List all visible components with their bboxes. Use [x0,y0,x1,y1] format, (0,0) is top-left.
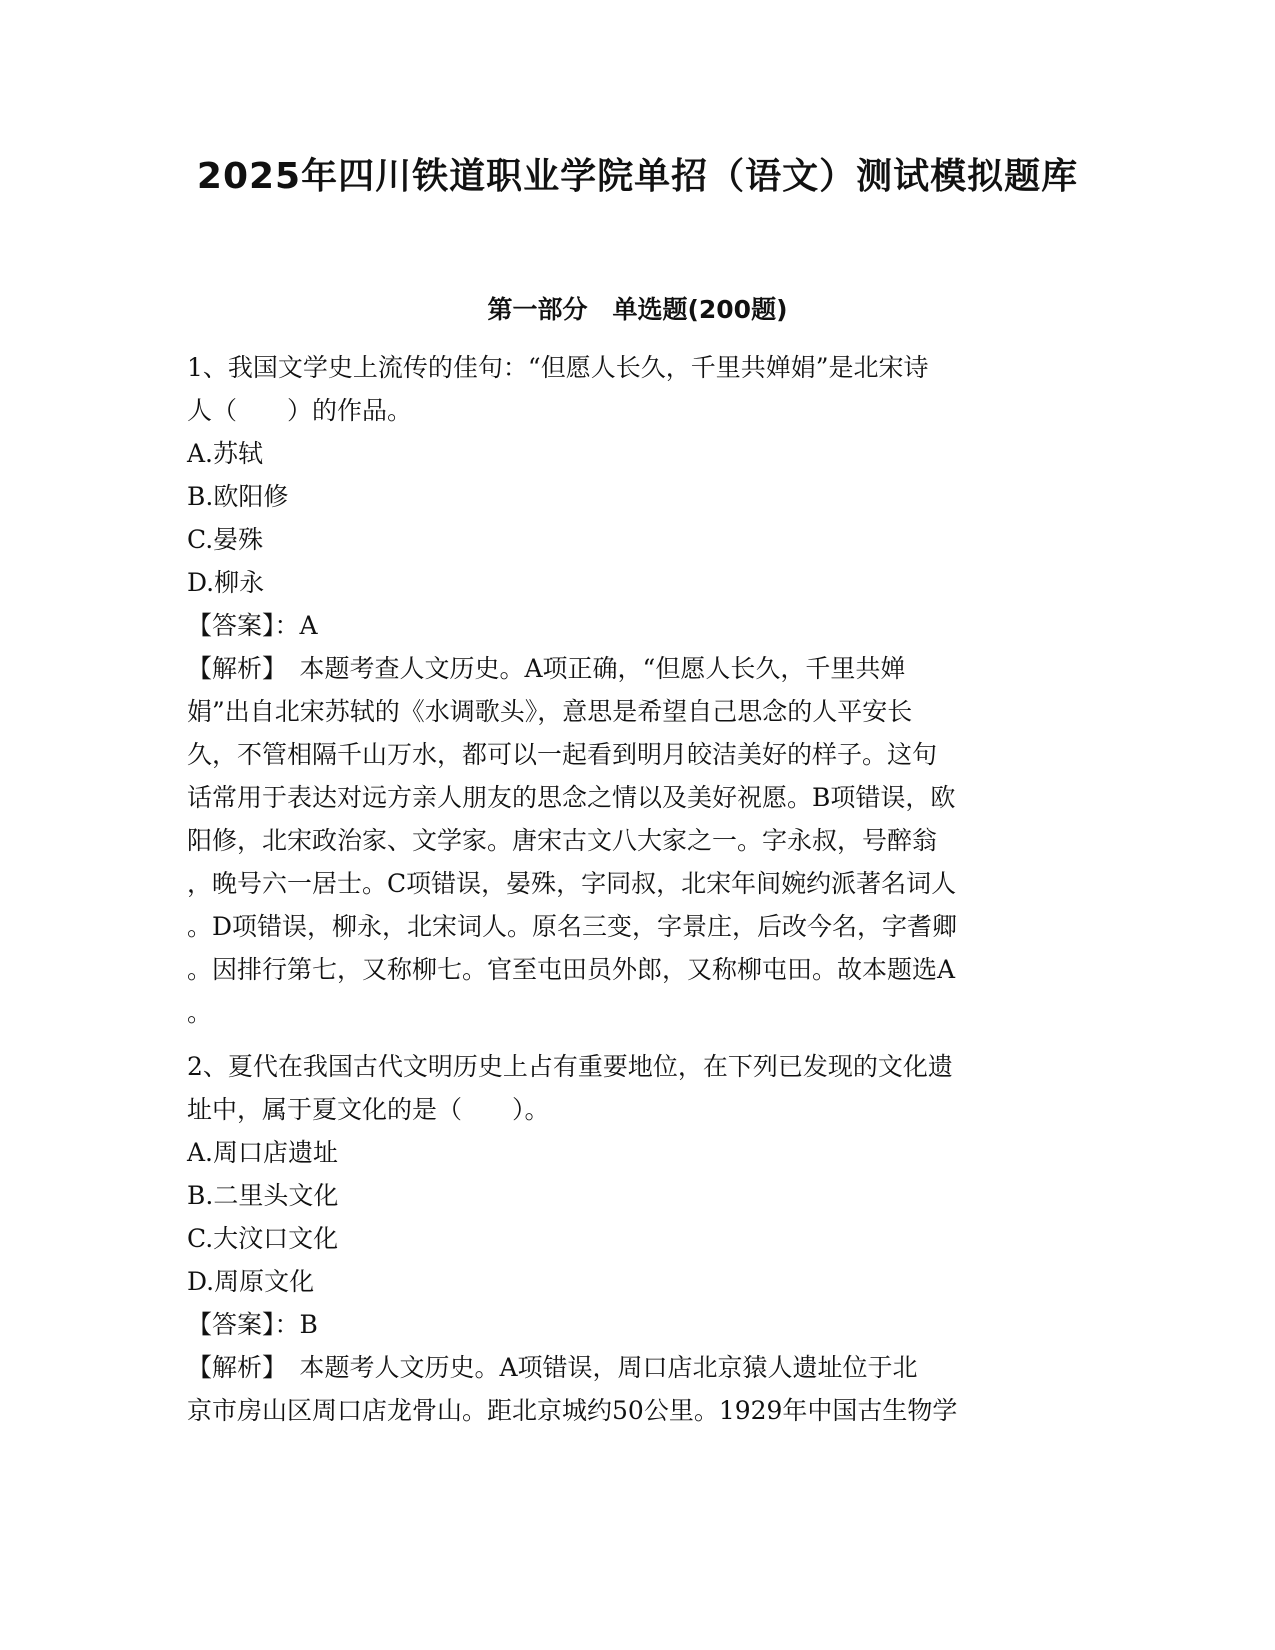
analysis-line: 京市房山区周口店龙骨山。距北京城约50公里。1929年中国古生物学 [187,1396,958,1425]
question-stem-line: 2、夏代在我国古代文明历史上占有重要地位，在下列已发现的文化遗 [187,1052,953,1081]
answer: 【答案】：B [187,1310,318,1339]
analysis-line: 娟”出自北宋苏轼的《水调歌头》，意思是希望自己思念的人平安长 [187,697,913,726]
question-stem-line: 址中，属于夏文化的是（ ）。 [187,1095,550,1124]
analysis-line: 。 [187,998,213,1027]
analysis-line: 。D项错误，柳永，北宋词人。原名三变，字景庄，后改今名，字耆卿 [187,912,958,941]
question-2 [187,1045,1087,1432]
option-d: D.周原文化 [187,1267,315,1296]
answer: 【答案】：A [187,611,318,640]
question-stem-line: 人（ ）的作品。 [187,396,413,425]
analysis-line: 阳修，北宋政治家、文学家。唐宋古文八大家之一。字永叔，号醉翁 [187,826,938,855]
option-d: D.柳永 [187,568,265,597]
option-a: A.周口店遗址 [187,1138,339,1167]
option-c: C.晏殊 [187,525,264,554]
document-title: 2025年四川铁道职业学院单招（语文）测试模拟题库 [196,156,1079,197]
option-b: B.二里头文化 [187,1181,339,1210]
question-list [187,346,1087,1432]
analysis-line: 久，不管相隔千山万水，都可以一起看到明月皎洁美好的样子。这句 [187,740,938,769]
analysis-line: 【解析】 本题考人文历史。A项错误，周口店北京猿人遗址位于北 [187,1353,918,1382]
question-1 [187,346,1087,1034]
question-stem-line: 1、我国文学史上流传的佳句：“但愿人长久，千里共婵娟”是北宋诗 [187,353,929,382]
option-a: A.苏轼 [187,439,264,468]
option-b: B.欧阳修 [187,482,289,511]
analysis-line: 。因排行第七，又称柳七。官至屯田员外郎，又称柳屯田。故本题选A [187,955,956,984]
analysis-line: ，晚号六一居士。C项错误，晏殊，字同叔，北宋年间婉约派著名词人 [187,869,957,898]
question-gap [187,1034,1087,1045]
analysis-line: 【解析】 本题考查人文历史。A项正确，“但愿人长久，千里共婵 [187,654,906,683]
section-title: 第一部分 单选题(200题) [487,295,788,324]
analysis-line: 话常用于表达对远方亲人朋友的思念之情以及美好祝愿。B项错误，欧 [187,783,956,812]
option-c: C.大汶口文化 [187,1224,339,1253]
